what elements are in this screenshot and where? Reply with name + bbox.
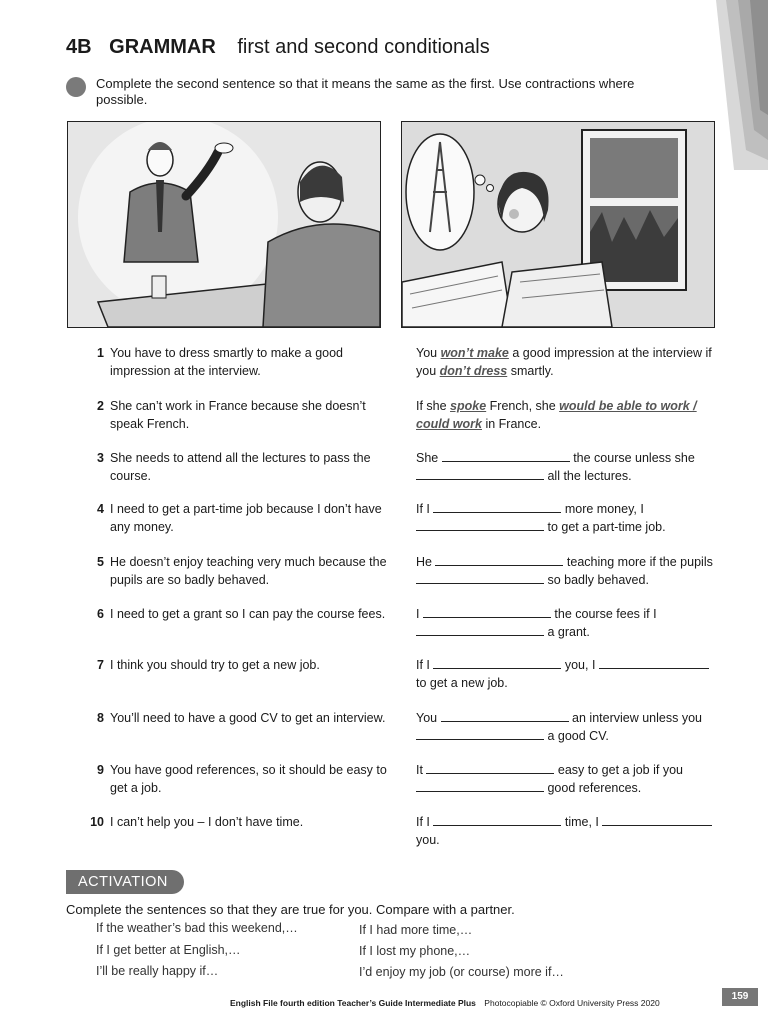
answer-blank[interactable]	[416, 467, 544, 480]
answer-sentence-10: If I time, I you.	[416, 813, 726, 849]
answer-blank[interactable]	[416, 623, 544, 636]
question-sentence: I think you should try to get a new job.	[110, 658, 320, 672]
unit-code: 4B	[66, 36, 92, 58]
answer-blank[interactable]	[416, 727, 544, 740]
question-sentence: You have good references, so it should be easy to get a job.	[110, 763, 387, 795]
answer-sentence-7: If I you, I to get a new job.	[416, 656, 726, 692]
activation-prompt: If I get better at English,…	[96, 943, 241, 957]
answer-filled: would be able to work / could work	[416, 399, 697, 431]
copyright-note: Photocopiable © Oxford University Press 2020	[484, 998, 660, 1008]
question-sentence: I need to get a grant so I can pay the course fees.	[110, 607, 386, 621]
answer-sentence-4: If I more money, I to get a part-time job.	[416, 502, 666, 534]
answer-sentence-9: It easy to get a job if you good references.	[416, 763, 683, 795]
exercise-instruction: Complete the second sentence so that it means the same as the first. Use contractions where possible.	[96, 76, 635, 107]
answer-blank[interactable]	[416, 779, 544, 792]
question-sentence: You have to dress smartly to make a good impression at the interview.	[110, 346, 344, 378]
item-number: 1	[97, 346, 104, 360]
page-number: 159	[722, 988, 758, 1006]
answer-blank[interactable]	[442, 449, 570, 462]
instruction-bullet-icon	[66, 77, 86, 97]
section-title: GRAMMAR	[109, 36, 216, 58]
activation-prompt: If the weather’s bad this weekend,…	[96, 921, 298, 935]
page-header	[66, 36, 490, 59]
answer-filled: spoke	[450, 399, 487, 413]
question-sentence: She can’t work in France because she doesn’t speak French.	[110, 399, 366, 431]
interview-illustration	[67, 121, 381, 328]
item-number: 8	[97, 711, 104, 725]
activation-prompt: I’d enjoy my job (or course) more if…	[359, 965, 564, 979]
decorative-fan-graphic	[708, 0, 768, 170]
answer-sentence-8: You an interview unless you a good CV.	[416, 711, 702, 743]
book-title: English File fourth edition Teacher’s Guide Intermediate Plus	[230, 998, 476, 1008]
question-sentence: You’ll need to have a good CV to get an interview.	[110, 711, 386, 725]
item-number: 9	[97, 763, 104, 777]
answer-filled: won’t make	[440, 346, 509, 360]
student-illustration	[401, 121, 715, 328]
answer-sentence-6: I the course fees if I a grant.	[416, 607, 657, 639]
answer-blank[interactable]	[602, 813, 712, 826]
answer-blank[interactable]	[416, 571, 544, 584]
answer-blank[interactable]	[416, 518, 544, 531]
question-sentence: I need to get a part-time job because I don’t have any money.	[110, 502, 382, 534]
question-sentence: She needs to attend all the lectures to pass the course.	[110, 451, 371, 483]
answer-sentence-5: He teaching more if the pupils so badly behaved.	[416, 555, 713, 587]
page-footer	[230, 998, 660, 1008]
item-number: 6	[97, 607, 104, 621]
question-sentence: I can’t help you – I don’t have time.	[110, 815, 304, 829]
activation-prompt: If I lost my phone,…	[359, 944, 471, 958]
activation-label: ACTIVATION	[66, 870, 184, 894]
answer-blank[interactable]	[433, 813, 561, 826]
answer-sentence-2: If she spoke French, she would be able to work / could work in France.	[416, 399, 697, 431]
activation-prompt: If I had more time,…	[359, 923, 473, 937]
answer-blank[interactable]	[423, 605, 551, 618]
question-sentence: He doesn’t enjoy teaching very much because the pupils are so badly behaved.	[110, 555, 387, 587]
item-number: 10	[90, 815, 104, 829]
item-number: 3	[97, 451, 104, 465]
activation-prompt: I’ll be really happy if…	[96, 964, 219, 978]
item-number: 7	[97, 658, 104, 672]
section-subtitle: first and second conditionals	[237, 36, 490, 58]
answer-blank[interactable]	[599, 656, 709, 669]
answer-sentence-1: You won’t make a good impression at the interview if you don’t dress smartly.	[416, 346, 712, 378]
answer-blank[interactable]	[426, 761, 554, 774]
answer-filled: don’t dress	[439, 364, 508, 378]
answer-blank[interactable]	[441, 709, 569, 722]
answer-blank[interactable]	[435, 553, 563, 566]
answer-blank[interactable]	[433, 500, 561, 513]
activation-instruction: Complete the sentences so that they are true for you. Compare with a partner.	[66, 902, 515, 917]
item-number: 2	[97, 399, 104, 413]
item-number: 5	[97, 555, 104, 569]
item-number: 4	[97, 502, 104, 516]
answer-blank[interactable]	[433, 656, 561, 669]
answer-sentence-3: She the course unless she all the lectures.	[416, 451, 695, 483]
